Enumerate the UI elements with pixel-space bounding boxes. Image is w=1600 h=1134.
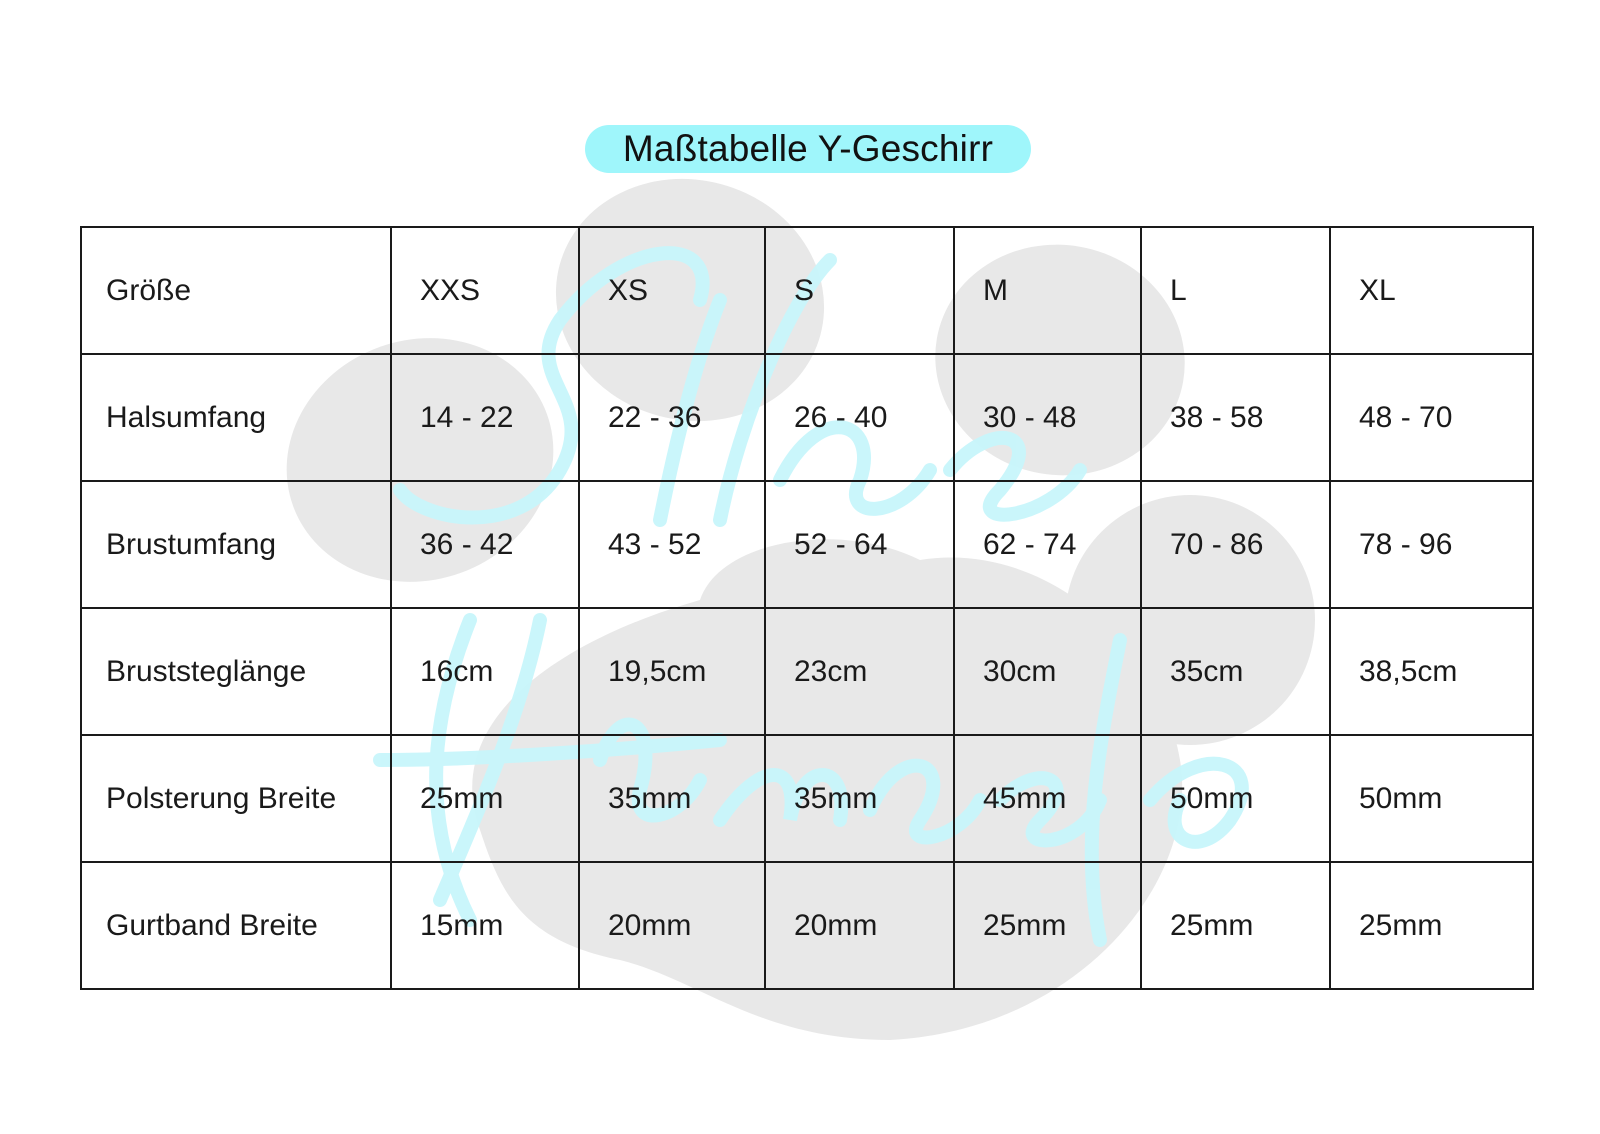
row-label: Gurtband Breite <box>81 862 391 989</box>
table-cell: 16cm <box>391 608 579 735</box>
table-cell: 25mm <box>1330 862 1533 989</box>
size-table <box>80 226 1534 990</box>
table-cell: 30 - 48 <box>954 354 1141 481</box>
table-cell: 38 - 58 <box>1141 354 1330 481</box>
table-cell: 15mm <box>391 862 579 989</box>
table-cell: 35mm <box>579 735 765 862</box>
header-cell: XL <box>1330 227 1533 354</box>
table-cell: 19,5cm <box>579 608 765 735</box>
header-cell: XXS <box>391 227 579 354</box>
table-cell: 20mm <box>579 862 765 989</box>
table-row <box>81 735 1533 862</box>
table-header-row <box>81 227 1533 354</box>
table-cell: 50mm <box>1141 735 1330 862</box>
table-cell: 70 - 86 <box>1141 481 1330 608</box>
table-cell: 30cm <box>954 608 1141 735</box>
table-cell: 45mm <box>954 735 1141 862</box>
header-cell: M <box>954 227 1141 354</box>
table-cell: 62 - 74 <box>954 481 1141 608</box>
table-row <box>81 354 1533 481</box>
table-cell: 20mm <box>765 862 954 989</box>
table-cell: 38,5cm <box>1330 608 1533 735</box>
table-cell: 78 - 96 <box>1330 481 1533 608</box>
header-cell: L <box>1141 227 1330 354</box>
table-cell: 36 - 42 <box>391 481 579 608</box>
table-cell: 25mm <box>954 862 1141 989</box>
row-label: Halsumfang <box>81 354 391 481</box>
row-label: Brustumfang <box>81 481 391 608</box>
table-row <box>81 481 1533 608</box>
header-cell: S <box>765 227 954 354</box>
table-cell: 26 - 40 <box>765 354 954 481</box>
header-cell: Größe <box>81 227 391 354</box>
row-label: Bruststeglänge <box>81 608 391 735</box>
table-cell: 25mm <box>1141 862 1330 989</box>
row-label: Polsterung Breite <box>81 735 391 862</box>
header-cell: XS <box>579 227 765 354</box>
table-cell: 35cm <box>1141 608 1330 735</box>
table-cell: 25mm <box>391 735 579 862</box>
page-title: Maßtabelle Y-Geschirr <box>585 125 1031 173</box>
table-cell: 50mm <box>1330 735 1533 862</box>
table-cell: 23cm <box>765 608 954 735</box>
table-cell: 14 - 22 <box>391 354 579 481</box>
table-cell: 43 - 52 <box>579 481 765 608</box>
table-cell: 48 - 70 <box>1330 354 1533 481</box>
table-cell: 35mm <box>765 735 954 862</box>
table-cell: 52 - 64 <box>765 481 954 608</box>
table-cell: 22 - 36 <box>579 354 765 481</box>
table-row <box>81 608 1533 735</box>
table-row <box>81 862 1533 989</box>
